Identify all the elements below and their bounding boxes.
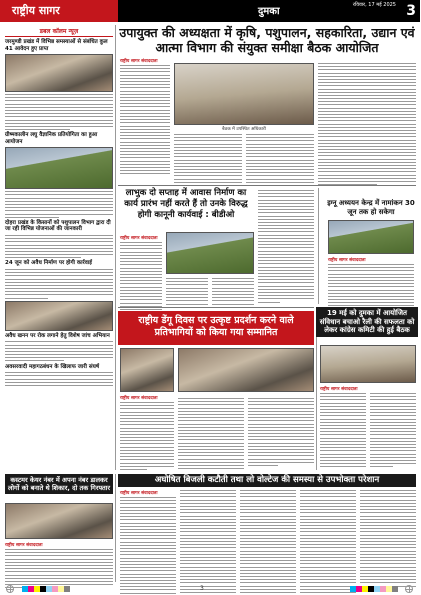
section-divider — [118, 185, 416, 186]
brief-headline: ग्रीष्मकालीन लघु वैज्ञानिक प्रतियोगिता का हुआ आयोजन — [5, 132, 98, 145]
brief-headline: 24 जून को अवैध निर्माण पर होगी कार्रवाई — [5, 260, 92, 267]
dengue-photo — [178, 348, 314, 392]
article-body — [300, 490, 356, 595]
article-body — [180, 490, 236, 595]
masthead-bar — [118, 0, 420, 22]
main-headline: उपायुक्त की अध्यक्षता में कृषि, पशुपालन, सहकारिता, उद्यान एवं आत्मा विभाग की संयुक्त समीक्षा बैठक आयोजित — [119, 25, 415, 55]
issue-date: रविवार, 17 मई 2025 — [352, 2, 396, 8]
byline: राष्ट्रीय सागर संवाददाता — [5, 543, 43, 548]
article-body — [328, 264, 414, 312]
section-title: दुमका — [258, 6, 280, 17]
section-divider — [118, 307, 314, 308]
byline: राष्ट्रीय सागर संवाददाता — [328, 258, 366, 263]
byline: राष्ट्रीय सागर संवाददाता — [320, 387, 358, 392]
rally-photo — [320, 345, 416, 383]
article-body — [248, 398, 314, 468]
photo-caption: बैठक में उपस्थित अधिकारी — [222, 127, 266, 132]
bottom-main-headline: अघोषित बिजली कटौती तथा लो वोल्टेज की समस्या से उपभोक्ता परेशान — [118, 474, 416, 487]
brief-photo — [5, 54, 113, 92]
column-divider — [115, 25, 116, 470]
byline: राष्ट्रीय सागर संवाददाता — [120, 396, 158, 401]
article-body — [246, 134, 314, 188]
brief-headline: अवसरवादी महागठबंधन के खिलाफ जारी संघर्ष — [5, 363, 100, 370]
dengue-photo — [120, 348, 174, 392]
article-body — [5, 235, 113, 258]
brief-photo — [5, 301, 113, 331]
article-body — [360, 490, 416, 592]
brief-photo — [5, 147, 113, 189]
article-body — [320, 393, 366, 470]
column-divider — [318, 188, 319, 304]
registration-mark-icon — [6, 585, 14, 593]
article-body — [212, 278, 254, 307]
article-body — [370, 393, 416, 470]
brief-headline: जरमुण्डी प्रखंड में विभिन्न समस्याओं से संबंधित कुल 41 आवेदन हुए प्राप्त — [5, 39, 108, 52]
folio: 3 — [200, 585, 204, 592]
article-body — [240, 490, 296, 595]
byline: राष्ट्रीय सागर संवाददाता — [120, 59, 158, 64]
color-bar — [350, 586, 398, 592]
registration-mark-icon — [405, 585, 413, 593]
meeting-photo — [174, 63, 314, 125]
housing-photo — [166, 232, 254, 274]
article-body — [166, 278, 208, 307]
brief-headline: दोहरा प्रखंड के किसानों को पशुपालन विभाग द्वारा दी जा रही विभिन्न योजनाओं की जानकारी — [5, 219, 111, 233]
article-body — [120, 242, 162, 322]
article-body — [5, 191, 113, 218]
article-body — [120, 65, 170, 177]
brief-headline: अवैध खनन पर रोक लगाने हेतु विशेष जांच अभियान — [5, 332, 110, 339]
byline: राष्ट्रीय सागर संवाददाता — [120, 491, 158, 496]
page-number: 3 — [406, 3, 416, 19]
article-body — [5, 372, 113, 386]
article-body — [5, 94, 113, 130]
article-body — [5, 341, 113, 361]
article-body — [120, 402, 174, 472]
column-divider — [115, 474, 116, 582]
rally-headline: 19 मई को दुमका में आयोजित संविधान बचाओ रैली की सफलता को लेकर कांग्रेस कमिटी की हुई बैठक — [316, 307, 418, 337]
column-label: डबल कॉलम न्यूज़ — [5, 27, 113, 37]
article-body — [178, 398, 244, 471]
bottom-left-headline: कस्टमर केयर नंबर में अपना नंबर डालकर लोगों को बनाते थे शिकार, दो तक गिरफ्तार — [5, 474, 113, 494]
article-body — [120, 497, 176, 595]
article-body — [174, 134, 242, 188]
paper-name: राष्ट्रीय सागर — [0, 0, 118, 22]
article-body — [318, 63, 416, 187]
side-photo — [328, 220, 414, 254]
article-body — [5, 269, 113, 299]
masthead — [0, 0, 421, 22]
bottom-left-photo — [5, 503, 113, 539]
housing-headline: लाभुक दो सप्ताह में आवास निर्माण का कार्य प्रारंभ नहीं करते हैं तो उनके विरुद्ध होगी कानूनी कार्यवाई : बीडीओ — [124, 188, 248, 220]
dengue-headline: राष्ट्रीय डेंगू दिवस पर उत्कृष्ट प्रदर्शन करने वाले प्रतिभागियों को किया गया सम्मानित — [118, 311, 314, 345]
side-headline: इग्नू अध्ययन केन्द्र में नामांकन 30 जून तक हो सकेगा — [327, 199, 415, 216]
color-bar — [22, 586, 70, 592]
byline: राष्ट्रीय सागर संवाददाता — [120, 236, 158, 241]
article-body — [258, 190, 314, 305]
left-column — [5, 27, 113, 472]
